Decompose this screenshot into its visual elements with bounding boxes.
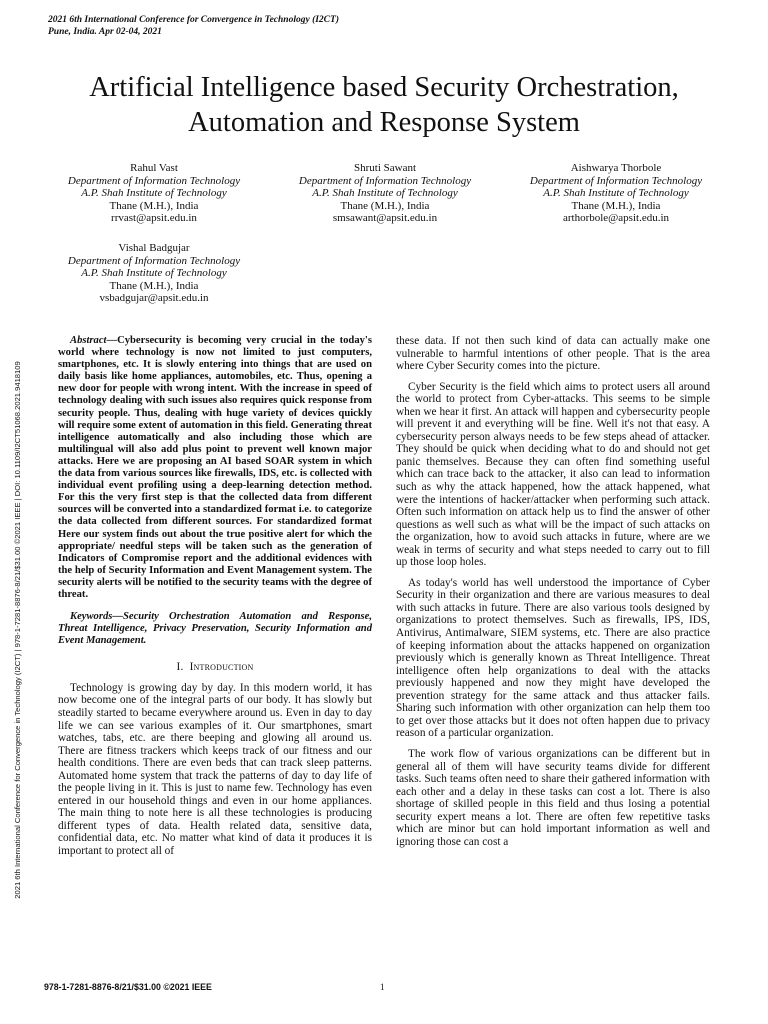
author-email: arthorbole@apsit.edu.in [562, 212, 670, 225]
author-name: Shruti Sawant [353, 162, 417, 174]
conference-header [48, 14, 339, 38]
conference-name: 2021 6th International Conference for Convergence in Technology (I2CT) [48, 15, 339, 25]
author-email: smsawant@apsit.edu.in [332, 212, 438, 225]
page-number: 1 [380, 982, 385, 992]
title-line-1: Artificial Intelligence based Security Orchestration, [89, 72, 679, 103]
author-institute: A.P. Shah Institute of Technology [312, 187, 458, 200]
author-department: Department of Information Technology [67, 174, 241, 187]
author-city: Thane (M.H.), India [340, 199, 430, 212]
author-department: Department of Information Technology [67, 254, 241, 267]
author-block [44, 242, 264, 305]
author-name: Rahul Vast [130, 162, 178, 174]
abstract [58, 335, 372, 601]
section-number: I. [176, 661, 184, 674]
paper-title [0, 70, 768, 140]
author-block [506, 162, 726, 225]
paragraph: The work flow of various organizations can be different but in general all of them will have security teams divide for different tasks. Such teams often need to share their gathered information with each other and a delay in these tasks can cost a lot. There is also shortage of skilled people in this field and thus losing a potential security expert means a lot. There are often few repetitive tasks which are minor but can hold important information as well and ignoring those can cost a [396, 747, 710, 848]
author-institute: A.P. Shah Institute of Technology [543, 187, 689, 200]
author-institute: A.P. Shah Institute of Technology [81, 267, 227, 280]
abstract-text: —Cybersecurity is becoming very crucial in the today's world where technology is now not limited to just computers, smartphones, etc. It is slowly entering into things that are used on daily basis like home appliances, automobiles, etc. Thus, opening a new door for people with wrong intent. With the increase in speed of technology dealing with such issues also requires quick response from security people. Thus, dealing with huge variety of devices quickly will require some extent of automation in this field. Generating threat intelligence automatically and also including those which are multilingual will also add plus point to prevent well known major attacks. Here we are proposing an AI based SOAR system in which the data from various sources like firewalls, IDS, etc. is collected with individual event profiling using a deep-learning detection method. For this the very first step is that the collected data from different sources will be converted into a standardized format i.e. to categorize the data collected from different sources. For standardized format Here our system finds out about the true positive alert for which the appropriate/ needful steps will be taken such as the generation of Indicators of Compromise report and the additional evidences with the help of Security Information and Event Management system. The security alerts will be notified to the security teams with the degree of threat. [58, 335, 372, 600]
author-name: Aishwarya Thorbole [570, 162, 662, 174]
author-email: rrvast@apsit.edu.in [111, 212, 197, 225]
paragraph: As today's world has well understood the importance of Cyber Security in their organization and there are various measures to deal with such attacks in future. There are also various tools designed by organizations to protect themselves. Such as firewalls, IPS, IDS, Antivirus, Antimalware, SIEM systems, etc. There are also practice of keeping information about the attacks happened on organization previously which is generally known as Threat Intelligence. Threat intelligence often help organizations to deal with the attacks previously happened and now they might have developed the prevention strategy for the same attack and thus attacker fails. Sharing such information with other organization can help them too to get over those attacks but it does not often happen due to privacy reason of a particular organization. [396, 576, 710, 740]
title-line-2: Automation and Response System [188, 107, 580, 138]
author-block [275, 162, 495, 225]
author-block [44, 162, 264, 225]
keywords-text: —Security Orchestration Automation and Response, Threat Intelligence, Privacy Preservation, Security Information and Event Management. [58, 611, 372, 647]
left-column [58, 335, 372, 866]
keywords-label: Keywords [70, 611, 113, 623]
author-city: Thane (M.H.), India [571, 199, 661, 212]
paragraph: Technology is growing day by day. In this modern world, it has now become one of the integral parts of our body. It has slowly but steadily started to became everywhere around us. Even in day to day life we can see various examples of it. Our smartphones, smart watches, tabs, etc. are there beeping and glowing all around us. There are fitness trackers which keeps track of our fitness and our health conditions. There are even beds that can track sleep patterns. Automated home system that track the patterns of day to day life of the people living in it. This is just to name few. Technology has even entered in our household things and even in our home appliances. The main thing to note here is all these technologies is producing different types of data. Health related data, sensitive data, confidential data, etc. No matter what kind of data it produces it is important to protect all of [58, 681, 372, 857]
doi-sidebar [10, 320, 28, 940]
author-city: Thane (M.H.), India [109, 199, 199, 212]
conference-location: Pune, India. Apr 02-04, 2021 [48, 27, 162, 37]
author-institute: A.P. Shah Institute of Technology [81, 187, 227, 200]
footer-copyright: 978-1-7281-8876-8/21/$31.00 ©2021 IEEE [44, 982, 212, 992]
author-email: vsbadgujar@apsit.edu.in [99, 292, 209, 305]
abstract-label: Abstract [70, 335, 107, 346]
keywords [58, 611, 372, 647]
author-department: Department of Information Technology [298, 174, 472, 187]
doi-sidebar-text: 2021 6th International Conference for Convergence in Technology (I2CT) | 978-1-7281-8876-8/21/$31.00 ©2021 IEEE | DOI: 10.1109/I2CT51068.2021.9418109 [13, 361, 22, 899]
paragraph-continuation: these data. If not then such kind of data can actually make one vulnerable to harmful intentions of other people. That is the area where Cyber Security comes into the picture. [396, 335, 710, 373]
author-city: Thane (M.H.), India [109, 279, 199, 292]
author-department: Department of Information Technology [529, 174, 703, 187]
section-heading-introduction [58, 661, 372, 674]
right-column [396, 335, 710, 856]
paragraph: Cyber Security is the field which aims to protect users all around the world to protect from Cyber-attacks. This seems to be simple when we hear it first. An attack will happen and cybersecurity people will prevent it and everything will be fine. Well it's not that easy. A cybersecurity person always needs to be few steps ahead of attacker. They should be quick when deciding what to do and should not get panic themselves. Because they can often find something useful which can trace back to the attacker, it also can lead to information such as why the attack happened, how the attack happened, what were the intentions of hacker/attacker when performing such attack. Often such information on attack help us to find the answer of other questions as well such as what will be the impact of such attacks on the organization, how to avoid such attacks in future, where are we weak in terms of security and what steps needed to carry out to fill up those loop holes. [396, 380, 710, 569]
section-title: Introduction [189, 661, 254, 674]
author-name: Vishal Badgujar [118, 242, 190, 254]
